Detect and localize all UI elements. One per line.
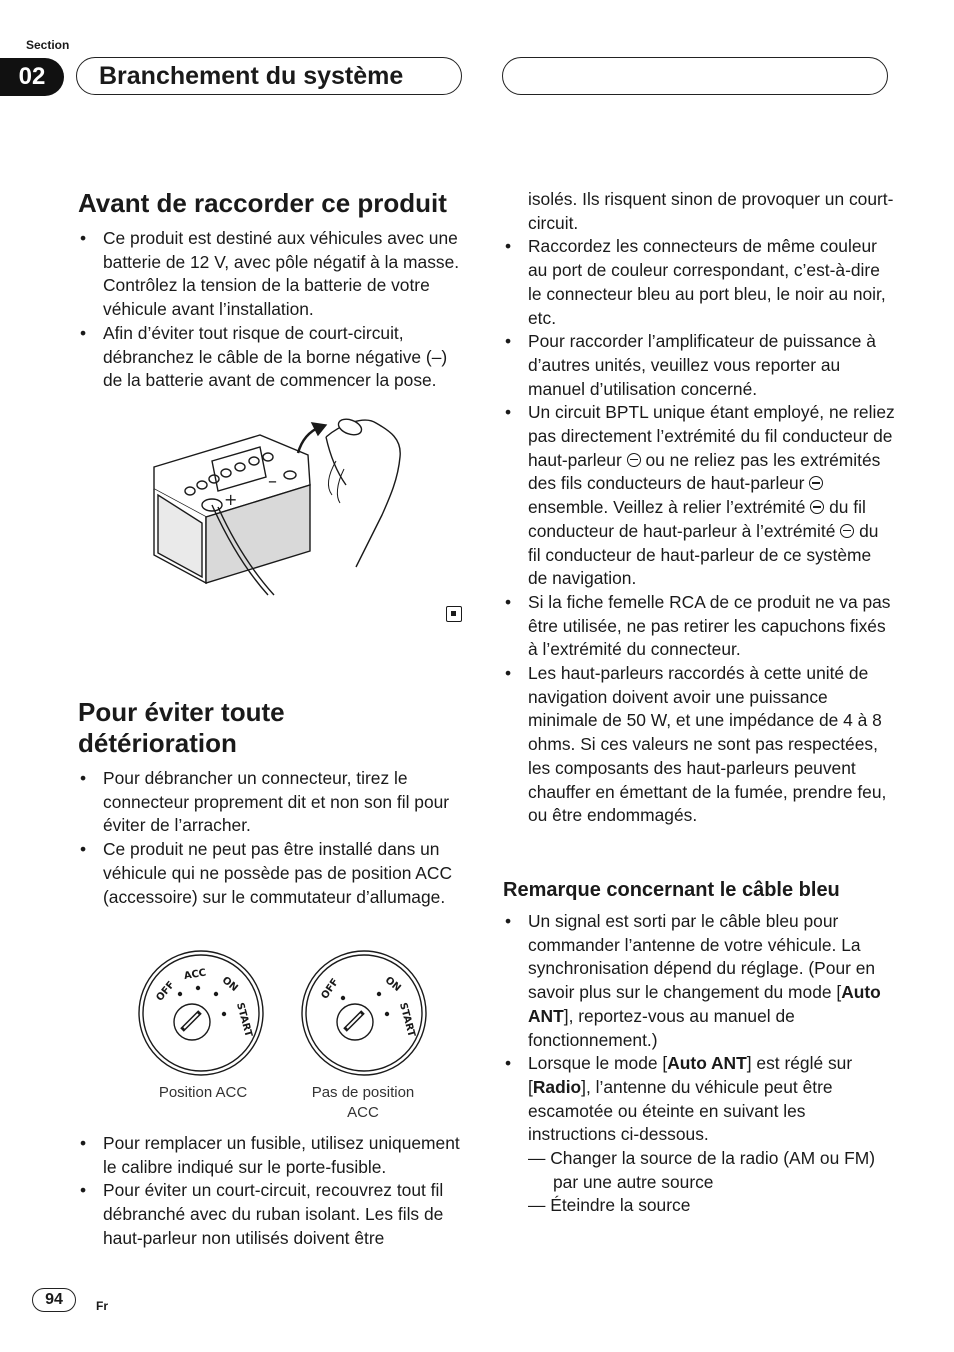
minus-circle-icon	[840, 524, 854, 538]
list-item: • Lorsque le mode [Auto ANT] est réglé sur [Radio], l’antenne du véhicule peut être escamotée ou éteinte en suivant les instructions ci-dessous.	[503, 1052, 895, 1147]
mode-auto-ant: Auto ANT	[667, 1053, 747, 1074]
page-number: 94	[32, 1288, 76, 1312]
list-blue-cable	[503, 910, 895, 1218]
list-item: • Ce produit est destiné aux véhicules avec une batterie de 12 V, avec pôle négatif à la masse. Contrôlez la tension de la batterie de votre véhicule avant l’installation.	[78, 227, 468, 322]
list-avoid-damage	[78, 767, 468, 909]
continued-text: isolés. Ils risquent sinon de provoquer un court-circuit.	[528, 189, 894, 233]
list-item: • Pour raccorder l’amplificateur de puissance à d’autres unités, veuillez vous reporter au manuel d’utilisation concerné.	[503, 330, 895, 401]
right-column	[503, 188, 895, 828]
list-item-bptl: • Un circuit BPTL unique étant employé, ne reliez pas directement l’extrémité du fil conducteur de haut-parleur ou ne reliez pas les extrémités des fils conducteurs de haut-parleur ensemble. Veillez à relier l’extrémité du fil conducteur de haut-parleur à l’extrémité du fil conducteur de haut-parleur de ce système de navigation.	[503, 401, 895, 591]
section-label: Section	[26, 38, 70, 52]
list-item: • Pour remplacer un fusible, utilisez uniquement le calibre indiqué sur le porte-fusible.	[78, 1132, 468, 1179]
svg-text:START: START	[233, 1001, 254, 1039]
battery-illustration	[150, 405, 420, 600]
list-item: • Si la fiche femelle RCA de ce produit ne va pas être utilisée, ne pas retirer les capuchons fixés à l’extrémité du connecteur.	[503, 591, 895, 662]
svg-text:ON: ON	[219, 974, 240, 995]
svg-text:ON: ON	[382, 974, 403, 995]
mode-auto-ant: Auto ANT	[528, 982, 881, 1026]
list-connections	[503, 235, 895, 828]
minus-circle-icon	[809, 476, 823, 490]
minus-circle-icon	[627, 453, 641, 467]
section-number: 02	[0, 58, 64, 96]
dash-item: — Changer la source de la radio (AM ou FM) par une autre source	[528, 1148, 875, 1192]
list-item: • Pour éviter un court-circuit, recouvrez tout fil débranché avec du ruban isolant. Les fils de haut-parleur non utilisés doivent être	[78, 1179, 468, 1250]
heading-before-connecting: Avant de raccorder ce produit	[78, 188, 447, 218]
svg-text:OFF: OFF	[319, 976, 342, 1002]
dash-item: — Éteindre la source	[528, 1195, 691, 1216]
header-empty-box	[502, 57, 888, 95]
section-title: Branchement du système	[76, 57, 462, 95]
list-item: • Raccordez les connecteurs de même couleur au port de couleur correspondant, c’est-à-dire le connecteur bleu au port bleu, le noir au noir, etc.	[503, 235, 895, 330]
list-item: • Les haut-parleurs raccordés à cette unité de navigation doivent avoir une puissance minimale de 50 W, et une impédance de 4 à 8 ohms. Si ces valeurs ne sont pas respectées, les composants des haut-parleurs peuvent chauffer en émettant de la fumée, prendre feu, ou être endommagés.	[503, 662, 895, 828]
list-before-connecting	[78, 227, 468, 393]
list-item: • Afin d’éviter tout risque de court-circuit, débranchez le câble de la borne négative (–) de la batterie avant de commencer la pose.	[78, 322, 468, 393]
svg-text:–: –	[268, 471, 277, 492]
language-code: Fr	[96, 1299, 108, 1313]
caption-no-acc-position: Pas de position ACC	[311, 1084, 415, 1121]
svg-text:+: +	[224, 490, 238, 509]
list-item: • Un signal est sorti par le câble bleu pour commander l’antenne de votre véhicule. La synchronisation dépend du réglage. (Pour en savoir plus sur le changement du mode [Auto ANT], reportez-vous au manuel de fonctionnement.)	[503, 910, 895, 1052]
svg-text:OFF: OFF	[154, 979, 178, 1004]
svg-text:ACC: ACC	[183, 967, 208, 983]
list-item: • Ce produit ne peut pas être installé dans un véhicule qui ne possède pas de position ACC (accessoire) sur le commutateur d’allumage.	[78, 838, 468, 909]
svg-text:START: START	[396, 1001, 417, 1039]
caption-acc-position: Position ACC	[158, 1084, 248, 1101]
end-of-section-mark	[446, 606, 462, 622]
list-item: • Pour débrancher un connecteur, tirez le connecteur proprement dit et non son fil pour éviter de l’arracher.	[78, 767, 468, 838]
ignition-no-acc-illustration	[299, 948, 429, 1078]
heading-avoid-damage: Pour éviter toute détérioration	[78, 697, 285, 758]
mode-radio: Radio	[532, 1076, 582, 1097]
ignition-acc-illustration	[136, 948, 266, 1078]
list-fuse-shortcircuit	[78, 1132, 468, 1251]
minus-circle-icon	[810, 500, 824, 514]
heading-blue-cable: Remarque concernant le câble bleu	[503, 879, 840, 901]
